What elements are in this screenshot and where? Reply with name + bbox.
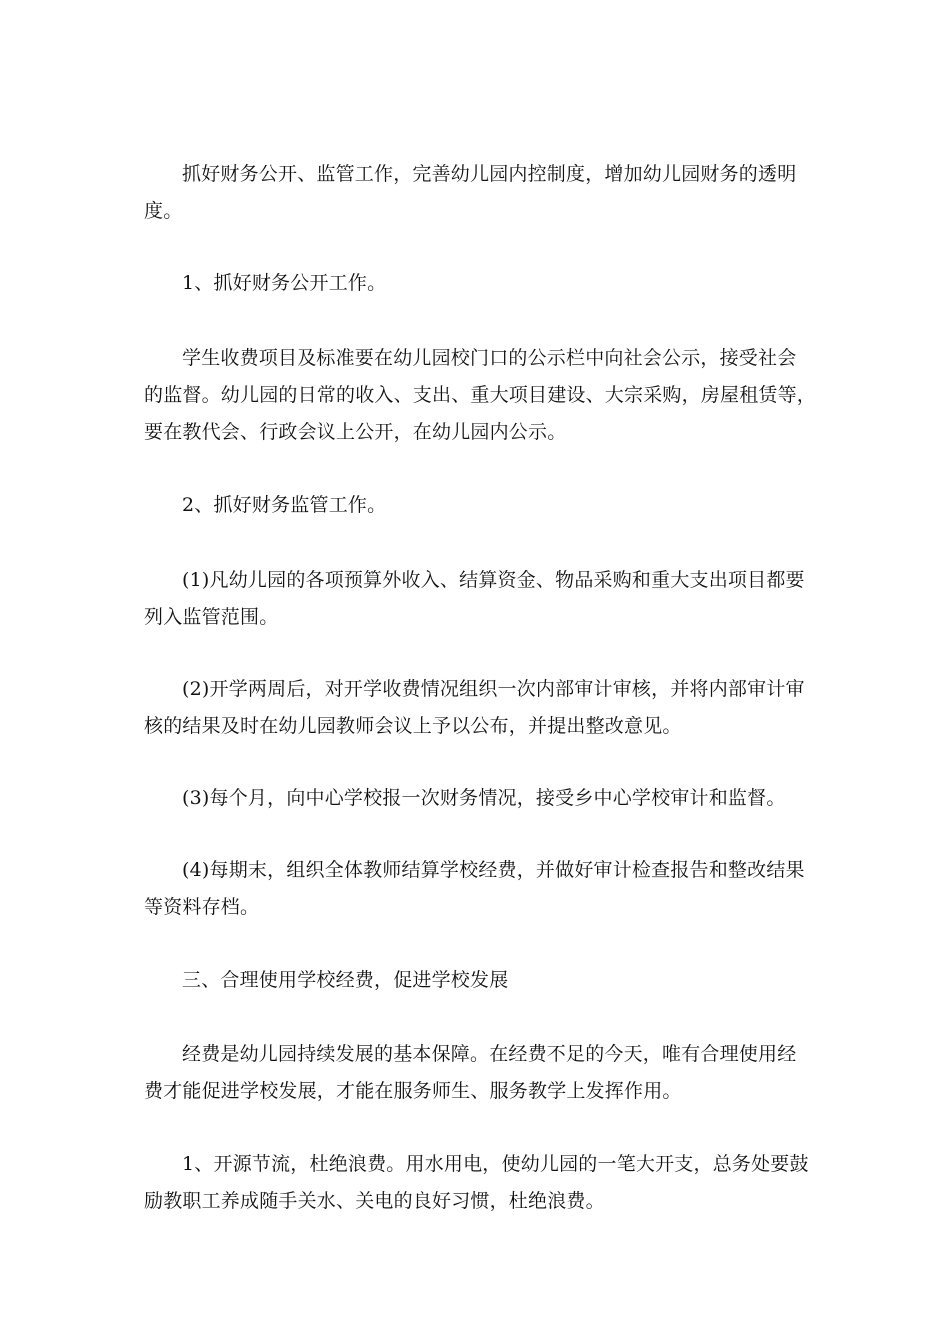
text-line: (4)每期末，组织全体教师结算学校经费，并做好审计检查报告和整改结果 [182,859,805,881]
text-line: 1、抓好财务公开工作。 [182,272,387,294]
paragraph-financial-disclosure [144,156,808,230]
heading-disclosure-work [144,265,808,302]
text-line: 抓好财务公开、监管工作，完善幼儿园内控制度，增加幼儿园财务的透明 [182,163,797,185]
text-line: 度。 [144,200,183,222]
text-line: 励教职工养成随手关水、关电的良好习惯，杜绝浪费。 [144,1190,605,1212]
paragraph-item-1 [144,562,808,636]
heading-supervision-work [144,487,808,524]
paragraph-item-2 [144,671,808,745]
text-line: (3)每个月，向中心学校报一次财务情况，接受乡中心学校审计和监督。 [182,787,786,809]
paragraph-item-3 [144,780,808,817]
text-line: 经费是幼儿园持续发展的基本保障。在经费不足的今天，唯有合理使用经 [182,1043,797,1065]
text-line: 学生收费项目及标准要在幼儿园校门口的公示栏中向社会公示，接受社会 [182,347,797,369]
text-line: 等资料存档。 [144,896,260,918]
paragraph-item-4 [144,852,808,926]
paragraph-funding-basis [144,1036,808,1110]
text-line: 三、合理使用学校经费，促进学校发展 [182,969,509,991]
text-line: 2、抓好财务监管工作。 [182,494,387,516]
text-line: 的监督。幼儿园的日常的收入、支出、重大项目建设、大宗采购，房屋租赁等， [144,384,817,406]
paragraph-save-energy [144,1146,808,1220]
text-line: 1、开源节流，杜绝浪费。用水用电，使幼儿园的一笔大开支，总务处要鼓 [182,1153,809,1175]
text-line: (2)开学两周后，对开学收费情况组织一次内部审计审核，并将内部审计审 [182,678,805,700]
text-line: 要在教代会、行政会议上公开，在幼儿园内公示。 [144,421,567,443]
paragraph-fee-publicity [144,340,817,451]
text-line: 核的结果及时在幼儿园教师会议上予以公布，并提出整改意见。 [144,715,682,737]
text-line: (1)凡幼儿园的各项预算外收入、结算资金、物品采购和重大支出项目都要 [182,569,805,591]
text-line: 列入监管范围。 [144,606,279,628]
text-line: 费才能促进学校发展，才能在服务师生、服务教学上发挥作用。 [144,1080,682,1102]
heading-section-three [144,962,808,999]
